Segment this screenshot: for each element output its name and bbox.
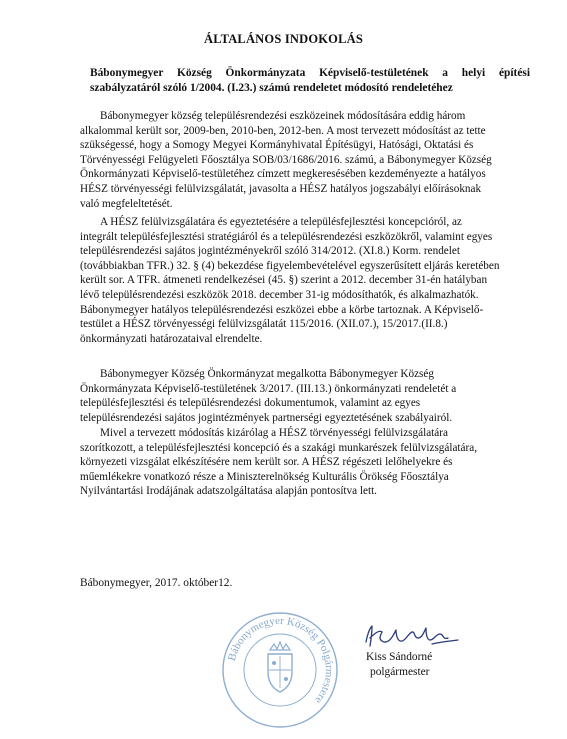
official-stamp xyxy=(220,610,340,730)
paragraph-line: Nyilvántartási Irodájának adatszolgáltatása alapján pontosítva lett. xyxy=(80,485,377,498)
paragraph-line: Bábonymegyer község településrendezési eszközeinek módosítására eddig három xyxy=(100,110,466,122)
paragraph-line: szorítkozott, a településfejlesztési koncepció és a szakági munkarészek felülvizsgálatára, xyxy=(80,441,477,454)
paragraph-line: testület a HÉSZ törvényességi felülvizsgálatát 115/2016. (XII.07.), 15/2017.(II.8.) xyxy=(80,318,448,331)
paragraph-line: Mivel a tervezett módosítás kizárólag a HÉSZ törvényességi felülvizsgálatára xyxy=(100,427,448,439)
paragraph-line: szükségessé, hogy a Somogy Megyei Kormányhivatal Építésügyi, Hatósági, Oktatási és xyxy=(80,139,474,152)
signer-block xyxy=(366,650,432,679)
paragraph-line: HÉSZ törvényességi felülvizsgálatát, javasolta a HÉSZ hatályos jogszabályi előírásoknak xyxy=(80,182,482,195)
paragraph-line: környezeti vizsgálat elkészítésére nem került sor. A HÉSZ régészeti lelőhelyekre és xyxy=(80,456,453,469)
paragraph-line: településrendezési sajátos jogintézmények partnerségi egyeztetésének szabályairól. xyxy=(80,411,453,424)
paragraph-4 xyxy=(80,426,528,499)
paragraph-2 xyxy=(80,215,528,346)
paragraph-line: Bábonymegyer hatályos településrendezési eszközei ebbe a körbe tartoznak. A Képviselő- xyxy=(80,303,484,316)
paragraph-line: A HÉSZ felülvizsgálatára és egyeztetésére a településfejlesztési koncepcióról, az xyxy=(100,216,462,228)
paragraph-line: integrált településfejlesztési stratégiáról és a településrendezési eszközökről, valamint egyes xyxy=(80,230,493,243)
paragraph-line: lévő településrendezési eszközök 2018. december 31-ig módosíthatók, és alkalmazhatók. xyxy=(80,288,479,301)
paragraph-line: való megfeleltetését. xyxy=(80,197,173,210)
paragraph-line: Önkormányzata Képviselő-testületének 3/2017. (III.13.) önkormányzati rendeletét a xyxy=(80,382,457,395)
paragraph-line: Bábonymegyer Község Önkormányzat megalkotta Bábonymegyer Község xyxy=(100,368,434,380)
paragraph-line: került sor. A TFR. átmeneti rendelkezései (45. §) szerint a 2012. december 31-én hatályban xyxy=(80,274,488,287)
paragraph-line: alkalommal került sor, 2009-ben, 2010-ben, 2012-ben. A most tervezett módosítást az tette xyxy=(80,124,486,137)
paragraph-line: Önkormányzati Képviselő-testületéhez címzett megkeresésében kezdeményezte a hatályos xyxy=(80,168,486,181)
paragraph-line: (továbbiakban TFR.) 32. § (4) bekezdése figyelembevételével egyszerűsített eljárás keretében xyxy=(80,259,500,272)
paragraph-line: műemlékekre vonatkozó része a Miniszterelnökség Kulturális Örökség Főosztálya xyxy=(80,470,449,483)
signer-name: Kiss Sándorné xyxy=(366,651,433,663)
paragraph-line: településfejlesztési és településrendezési dokumentumok, valamint az egyes xyxy=(80,397,421,410)
paragraph-3 xyxy=(80,367,528,425)
handwritten-signature xyxy=(360,622,460,650)
stamp-text: Bábonymegyer Község Polgármestere xyxy=(225,614,336,706)
document-date: Bábonymegyer, 2017. október12. xyxy=(80,577,233,589)
coat-of-arms-icon xyxy=(268,642,292,692)
document-subtitle: Bábonymegyer Község Önkormányzata Képviselő-testületének a helyi építési szabályzatáról szóló 1/2004. (I.23.) számú rendeletet módosító rendeletéhez xyxy=(90,67,530,94)
paragraph-line: önkormányzati határozataival elrendelte. xyxy=(80,332,263,345)
signer-role: polgármester xyxy=(370,665,430,678)
document-title: ÁLTALÁNOS INDOKOLÁS xyxy=(203,32,364,46)
paragraph-1 xyxy=(80,109,528,211)
paragraph-line: Törvényességi Felügyeleti Főosztálya SOB/03/1686/2016. számú, a Bábonymegyer Község xyxy=(80,153,492,166)
paragraph-line: településrendezési sajátos jogintézményekről szóló 314/2012. (XI.8.) Korm. rendelet xyxy=(80,245,460,258)
